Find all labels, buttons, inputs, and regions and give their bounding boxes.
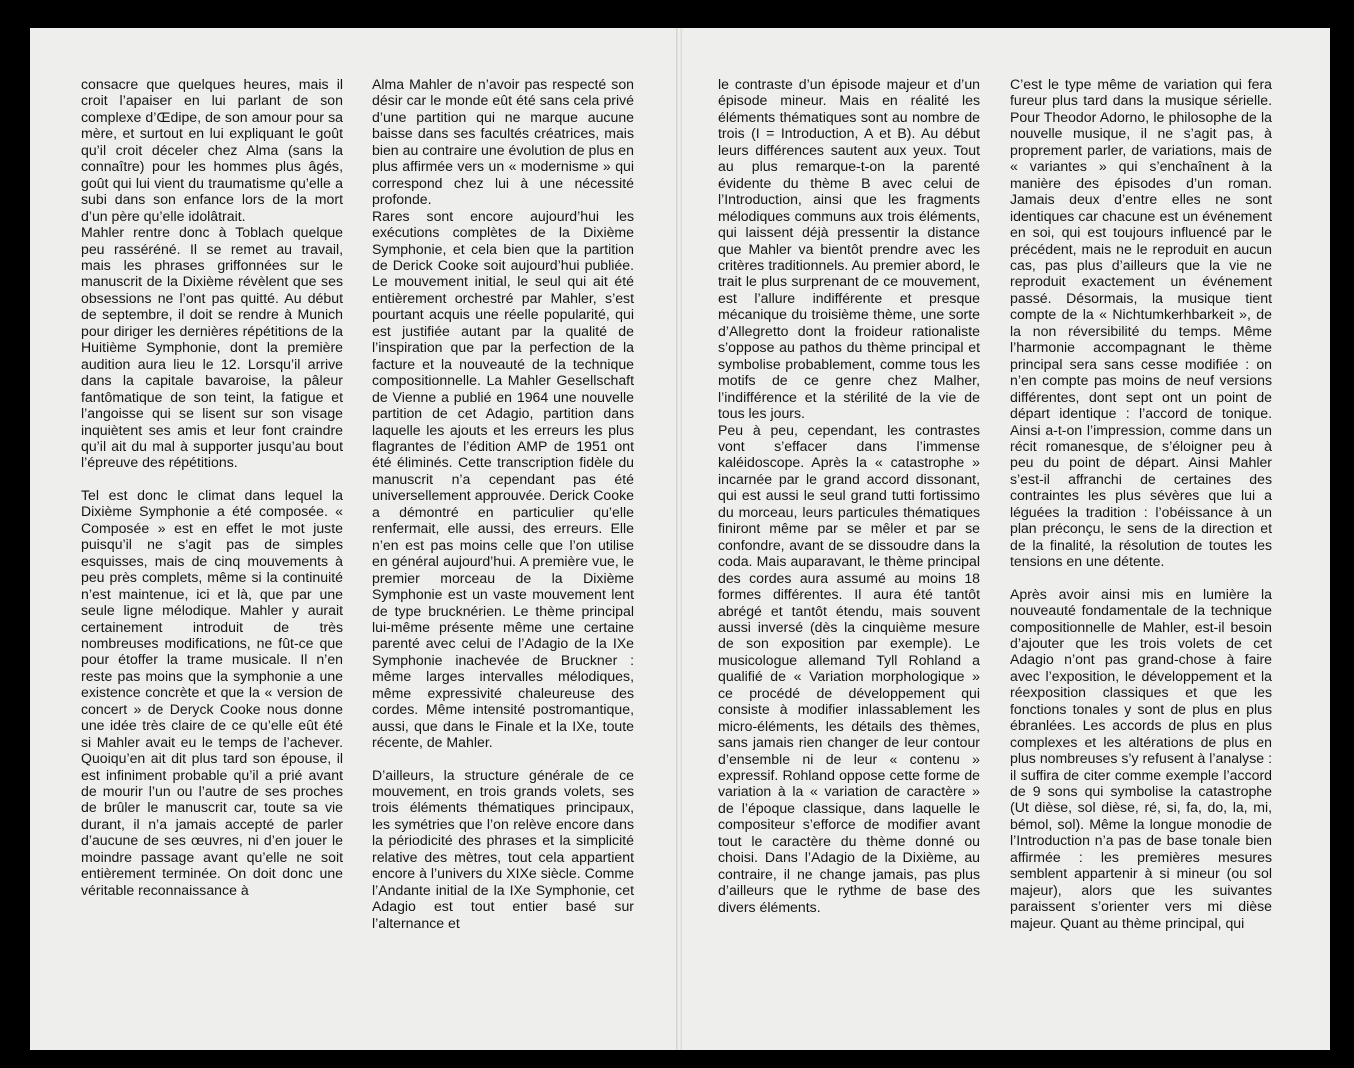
paragraph: Tel est donc le climat dans lequel la Dixième Symphonie a été composée. « Composée » est en effet le mot juste puisqu’il ne s’agit pas de simples esquisses, mais de cinq mouvements à peu près complets, même si la continuité n’est maintenue, ici et là, que par une seule ligne mélodique. Mahler y aurait certainement introduit de très nombreuses modifications, ne fût-ce que pour étoffer la trame musicale. Il n’en reste pas moins que la symphonie a une existence concrète et que la « version de concert » de Deryck Cooke nous donne une idée très claire de ce qu’elle eût été si Mahler avait eu le temps de l’achever. Quoiqu’en ait dit plus tard son épouse, il est infiniment probable qu’il a prié avant de mourir l’un ou l’autre de ses proches de brûler le manuscrit car, toute sa vie durant, il n’a jamais accepté de parler d’aucune de ses œuvres, ni d’en jouer le moindre passage avant qu’elle ne soit entièrement terminée. On doit donc une véritable reconnaissance à <box>81 486 343 898</box>
paragraph: Peu à peu, cependant, les contrastes vont s’effacer dans l’immense kaléidoscope. Après la « catastrophe » incarnée par le grand accord dissonant, qui est aussi le seul grand tutti fortissimo du morceau, leurs particules thématiques finiront même par se mêler et par se confondre, avant de se dissoudre dans la coda. Mais auparavant, le thème principal des cordes aura assumé au moins 18 formes différentes. Il aura été tantôt abrégé et tantôt étendu, mais souvent aussi inversé (dès la cinquième mesure de son exposition par exemple). Le musicologue allemand Tyll Rohland a qualifié de « Variation morphologique » ce procédé de développement qui consiste à modifier inlassablement les micro-éléments, les détails des thèmes, sans jamais rien changer de leur contour d’ensemble ni de leur « contenu » expressif. Rohland oppose cette forme de variation à la « variation de caractère » de l’époque classique, dans laquelle le compositeur s’efforce de modifier avant tout le caractère du thème donné ou choisi. Dans l’Adagio de la Dixième, au contraire, il ne change jamais, pas plus d’ailleurs que le rythme de base des divers éléments. <box>718 421 980 915</box>
book-gutter <box>676 28 682 1050</box>
paragraph: Alma Mahler de n’avoir pas respecté son désir car le monde eût été sans cela privé d’une partition qui ne marque aucune baisse dans ses facultés créatrices, mais bien au contraire une évolution de plus en plus affirmée vers un « modernisme » qui correspond chez lui à une nécessité profonde. <box>372 76 634 208</box>
paragraph: Après avoir ainsi mis en lumière la nouveauté fondamentale de la technique compositionnelle de Mahler, est-il besoin d’ajouter que les trois volets de cet Adagio n’ont pas grand-chose à faire avec l’exposition, le développement et la réexposition classiques et que les fonctions tonales y sont de plus en plus ébranlées. Les accords de plus en plus complexes et les altérations de plus en plus nombreuses s’y refusent à l’analyse : il suffira de citer comme exemple l’accord de 9 sons qui symbolise la catastrophe (Ut dièse, sol dièse, ré, si, fa, do, la, mi, bémol, sol). Même la longue monodie de l’Introduction n’a pas de base tonale bien affirmée : les premières mesures semblent appartenir à si mineur (ou sol majeur), alors que les suivantes paraissent s’orienter vers mi dièse majeur. Quant au thème principal, qui <box>1010 585 1272 931</box>
paragraph: C’est le type même de variation qui fera fureur plus tard dans la musique sérielle. Pour Theodor Adorno, le philosophe de la nouvelle musique, il ne s’agit pas, à proprement parler, de variations, mais de « variantes » qui s’enchaînent à la manière des épisodes d’un roman. Jamais deux d’entre elles ne sont identiques car chacune est un événement en soi, qui est toujours influencé par le précédent, mais ne le reproduit en aucun cas, pas plus d’ailleurs que la vie ne reproduit exactement un événement passé. Désormais, la musique tient compte de la « Nichtumkerhbarkeit », de la non réversibilité du temps. Même l’harmonie accompagnant le thème principal sera sans cesse modifiée : on n’en compte pas moins de neuf versions différentes, dont sept ont un point de départ identique : l’accord de tonique. Ainsi a-t-on l’impression, comme dans un récit romanesque, de s’éloigner peu à peu du point de départ. Ainsi Mahler s’est-il affranchi de certaines des contraintes les plus sévères que lui a léguées la tradition : l’obéissance à un plan préconçu, le sens de la direction et de la finalité, la résolution de toutes les tensions en une détente. <box>1010 76 1272 570</box>
paragraph: D’ailleurs, la structure générale de ce mouvement, en trois grands volets, ses trois éléments thématiques principaux, les symétries que l’on relève encore dans la périodicité des phrases et la simplicité relative des mètres, tout cela appartient encore à l’univers du XIXe siècle. Comme l’Andante initial de la IXe Symphonie, cet Adagio est tout entier basé sur l’alternance et <box>372 766 634 931</box>
text-column-3 <box>718 76 980 915</box>
text-column-4 <box>1010 76 1272 931</box>
paragraph: consacre que quelques heures, mais il croit l’apaiser en lui parlant de son complexe d’Œdipe, de son amour pour sa mère, et surtout en lui expliquant le goût qu’il croit déceler chez Alma (sans la connaître) pour les hommes plus âgés, goût qui lui vient du traumatisme qu’elle a subi dans son enfance lors de la mort d’un père qu’elle idolâtrait. <box>81 76 343 224</box>
text-column-1 <box>81 76 343 898</box>
paragraph: le contraste d’un épisode majeur et d’un épisode mineur. Mais en réalité les éléments thématiques sont au nombre de trois (I = Introduction, A et B). Au début leurs différences sautent aux yeux. Tout au plus remarque-t-on la parenté évidente du thème B avec celui de l’Introduction, ainsi que les fragments mélodiques communs aux trois éléments, qui laissent déjà pressentir la distance que Mahler va bientôt prendre avec les critères traditionnels. Au premier abord, le trait le plus surprenant de ce mouvement, est l’allure indifférente et presque mécanique du troisième thème, une sorte d’Allegretto dont la froideur rationaliste s’oppose au pathos du thème principal et symbolise probablement, comme tous les motifs de ce genre chez Malher, l’indifférence et la stérilité de la vie de tous les jours. <box>718 76 980 422</box>
paragraph: Mahler rentre donc à Toblach quelque peu rasséréné. Il se remet au travail, mais les phrases griffonnées sur le manuscrit de la Dixième révèlent que ses obsessions ne l’ont pas quitté. Au début de septembre, il doit se rendre à Munich pour diriger les dernières répétitions de la Huitième Symphonie, dont la première audition aura lieu le 12. Lorsqu’il arrive dans la capitale bavaroise, la pâleur fantômatique de son teint, la fatigue et l’angoisse qui se lisent sur son visage inquiètent ses amis et leur font craindre qu’il ait du mal à supporter jusqu’au bout l’épreuve des répétitions. <box>81 224 343 471</box>
text-column-2 <box>372 76 634 931</box>
paragraph: Rares sont encore aujourd’hui les exécutions complètes de la Dixième Symphonie, et cela bien que la partition de Derick Cooke soit aujourd’hui publiée. Le mouvement initial, le seul qui ait été entièrement orchestré par Mahler, s’est pourtant acquis une réelle popularité, qui est justifiée autant par la qualité de l’inspiration que par la perfection de la facture et la nouveauté de la technique compositionnelle. La Mahler Gesellschaft de Vienne a publié en 1964 une nouvelle partition de cet Adagio, partition dans laquelle les ajouts et les erreurs les plus flagrantes de l’édition AMP de 1951 ont été éliminés. Cette transcription fidèle du manuscrit n’a cependant pas été universellement approuvée. Derick Cooke a démontré en particulier qu’elle renfermait, elle aussi, des erreurs. Elle n’en est pas moins celle que l’on utilise en général aujourd’hui. A première vue, le premier morceau de la Dixième Symphonie est un vaste mouvement lent de type brucknérien. Le thème principal lui-même présente même une certaine parenté avec celui de l’Adagio de la IXe Symphonie inachevée de Bruckner : même larges intervalles mélodiques, même expressivité chaleureuse des cordes. Même intensité postromantique, aussi, que dans le Finale et la IXe, toute récente, de Mahler. <box>372 207 634 751</box>
